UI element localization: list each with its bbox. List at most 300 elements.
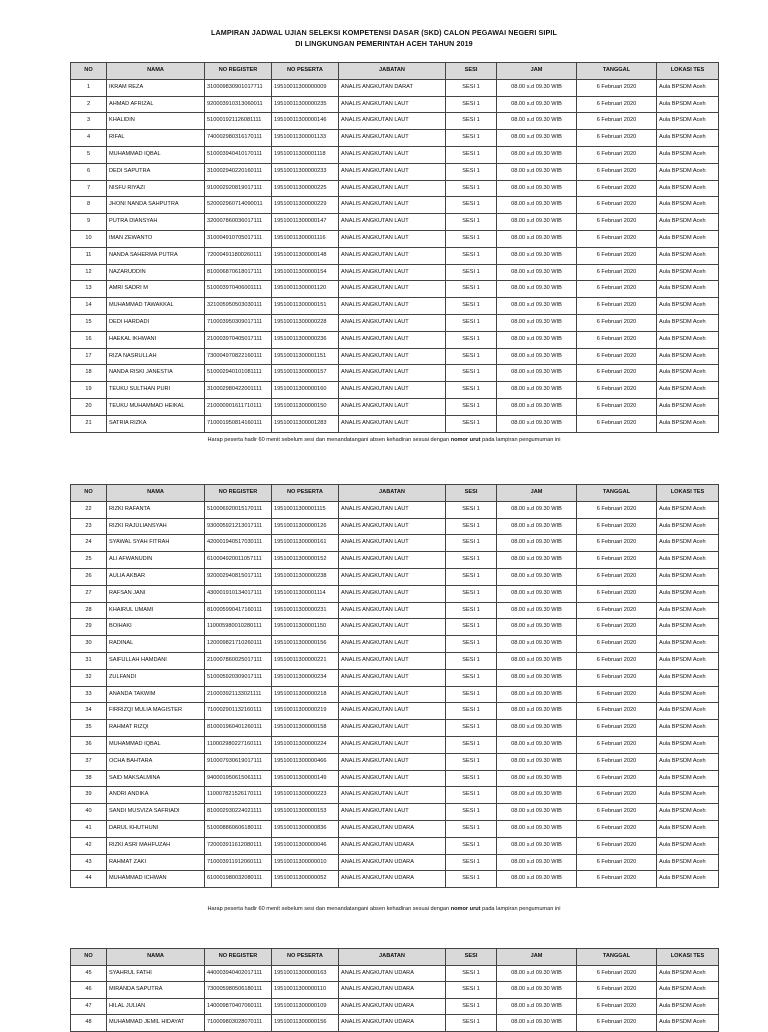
cell-sesi: SESI 1	[446, 636, 497, 653]
cell-lokasi-tes: Aula BPSDM Aceh	[657, 568, 719, 585]
cell-jam: 08.00 s.d 09.30 WIB	[497, 619, 577, 636]
header-no: NO	[71, 485, 107, 502]
cell-no: 5	[71, 146, 107, 163]
cell-no-register: 310004910705017111	[205, 230, 272, 247]
cell-no-peserta: 19510011300000228	[272, 314, 339, 331]
cell-sesi: SESI 1	[446, 998, 497, 1015]
cell-jabatan: ANALIS ANGKUTAN LAUT	[339, 669, 446, 686]
cell-no: 44	[71, 871, 107, 888]
cell-no: 42	[71, 837, 107, 854]
table-row	[71, 518, 719, 535]
cell-no: 10	[71, 230, 107, 247]
cell-jabatan: ANALIS ANGKUTAN LAUT	[339, 602, 446, 619]
cell-lokasi-tes: Aula BPSDM Aceh	[657, 382, 719, 399]
cell-sesi: SESI 1	[446, 130, 497, 147]
document-title	[0, 27, 768, 49]
cell-jabatan: ANALIS ANGKUTAN LAUT	[339, 264, 446, 281]
cell-jam: 08.00 s.d 09.30 WIB	[497, 163, 577, 180]
cell-tanggal: 6 Februari 2020	[577, 298, 657, 315]
cell-tanggal: 6 Februari 2020	[577, 854, 657, 871]
cell-no-register: 510005920309017111	[205, 669, 272, 686]
cell-nama: NANDA SAHERMA PUTRA	[107, 247, 205, 264]
table-row	[71, 619, 719, 636]
cell-no-peserta: 19510011300000236	[272, 331, 339, 348]
cell-sesi: SESI 1	[446, 753, 497, 770]
cell-no-peserta: 19510011300000466	[272, 753, 339, 770]
cell-sesi: SESI 1	[446, 820, 497, 837]
cell-jabatan: ANALIS ANGKUTAN LAUT	[339, 804, 446, 821]
cell-jabatan: ANALIS ANGKUTAN LAUT	[339, 652, 446, 669]
cell-no-register: 440003940402017111	[205, 965, 272, 982]
cell-nama: IMAN ZEWANTO	[107, 230, 205, 247]
cell-no-register: 720004911800260111	[205, 247, 272, 264]
cell-lokasi-tes: Aula BPSDM Aceh	[657, 247, 719, 264]
cell-jabatan: ANALIS ANGKUTAN LAUT	[339, 636, 446, 653]
cell-no-peserta: 19510011300000158	[272, 720, 339, 737]
cell-sesi: SESI 1	[446, 686, 497, 703]
cell-tanggal: 6 Februari 2020	[577, 770, 657, 787]
cell-jabatan: ANALIS ANGKUTAN LAUT	[339, 113, 446, 130]
cell-sesi: SESI 1	[446, 197, 497, 214]
header-no-register: NO REGISTER	[205, 949, 272, 966]
cell-jabatan: ANALIS ANGKUTAN UDARA	[339, 837, 446, 854]
cell-tanggal: 6 Februari 2020	[577, 518, 657, 535]
cell-no: 8	[71, 197, 107, 214]
cell-no-register: 110005980010280111	[205, 619, 272, 636]
cell-no-register: 920002940815017111	[205, 568, 272, 585]
cell-lokasi-tes: Aula BPSDM Aceh	[657, 331, 719, 348]
cell-jam: 08.00 s.d 09.30 WIB	[497, 686, 577, 703]
table-row	[71, 298, 719, 315]
cell-no-peserta: 19510011300000221	[272, 652, 339, 669]
cell-jam: 08.00 s.d 09.30 WIB	[497, 518, 577, 535]
cell-jabatan: ANALIS ANGKUTAN UDARA	[339, 820, 446, 837]
cell-nama: PUTRA DIANSYAH	[107, 214, 205, 231]
cell-nama: HAEKAL IKHWANI	[107, 331, 205, 348]
note-text: pada lampiran pengumuman ini	[480, 437, 561, 443]
table-row	[71, 736, 719, 753]
cell-jam: 08.00 s.d 09.30 WIB	[497, 854, 577, 871]
cell-no-peserta: 19510011300001118	[272, 146, 339, 163]
cell-lokasi-tes: Aula BPSDM Aceh	[657, 787, 719, 804]
cell-tanggal: 6 Februari 2020	[577, 264, 657, 281]
table-row	[71, 281, 719, 298]
cell-no: 28	[71, 602, 107, 619]
header-no-register: NO REGISTER	[205, 63, 272, 80]
cell-sesi: SESI 1	[446, 365, 497, 382]
cell-sesi: SESI 1	[446, 230, 497, 247]
cell-no-register: 510001921126081111	[205, 113, 272, 130]
cell-nama: RAHMAT RIZQI	[107, 720, 205, 737]
cell-nama: AULIA AKBAR	[107, 568, 205, 585]
table-row	[71, 787, 719, 804]
cell-sesi: SESI 1	[446, 331, 497, 348]
table-row	[71, 636, 719, 653]
table-row	[71, 314, 719, 331]
cell-nama: ZULFANDI	[107, 669, 205, 686]
note-emphasis: nomor urut	[450, 906, 481, 912]
cell-sesi: SESI 1	[446, 871, 497, 888]
cell-jam: 08.00 s.d 09.30 WIB	[497, 568, 577, 585]
cell-no-register: 210000901611710111	[205, 398, 272, 415]
cell-no-peserta: 19510011300000153	[272, 804, 339, 821]
cell-tanggal: 6 Februari 2020	[577, 348, 657, 365]
cell-no-register: 720003911612080111	[205, 837, 272, 854]
cell-nama: SANDI MUSVIZA SAFRIADI	[107, 804, 205, 821]
cell-jabatan: ANALIS ANGKUTAN LAUT	[339, 331, 446, 348]
cell-jabatan: ANALIS ANGKUTAN LAUT	[339, 703, 446, 720]
cell-no-peserta: 19510011300000110	[272, 982, 339, 999]
cell-tanggal: 6 Februari 2020	[577, 214, 657, 231]
table-row	[71, 568, 719, 585]
cell-jabatan: ANALIS ANGKUTAN LAUT	[339, 146, 446, 163]
cell-sesi: SESI 1	[446, 264, 497, 281]
cell-lokasi-tes: Aula BPSDM Aceh	[657, 365, 719, 382]
table-row	[71, 146, 719, 163]
cell-jam: 08.00 s.d 09.30 WIB	[497, 652, 577, 669]
cell-no-peserta: 19510011300000148	[272, 247, 339, 264]
cell-jam: 08.00 s.d 09.30 WIB	[497, 585, 577, 602]
table-row	[71, 130, 719, 147]
cell-no: 6	[71, 163, 107, 180]
cell-no: 27	[71, 585, 107, 602]
table-header-row	[71, 949, 719, 966]
cell-tanggal: 6 Februari 2020	[577, 602, 657, 619]
attendance-note-2	[0, 906, 768, 912]
cell-jam: 08.00 s.d 09.30 WIB	[497, 736, 577, 753]
cell-jabatan: ANALIS ANGKUTAN LAUT	[339, 686, 446, 703]
cell-no-register: 810001960401260111	[205, 720, 272, 737]
table-row	[71, 398, 719, 415]
cell-sesi: SESI 1	[446, 736, 497, 753]
cell-no: 35	[71, 720, 107, 737]
cell-no-register: 610004920011057111	[205, 552, 272, 569]
cell-no-peserta: 19510011300000009	[272, 79, 339, 96]
cell-nama: JHONI NANDA SAHPUTRA	[107, 197, 205, 214]
cell-nama: DEDI SAPUTRA	[107, 163, 205, 180]
table-header-row	[71, 63, 719, 80]
cell-no-peserta: 19510011300000238	[272, 568, 339, 585]
cell-jam: 08.00 s.d 09.30 WIB	[497, 753, 577, 770]
cell-lokasi-tes: Aula BPSDM Aceh	[657, 736, 719, 753]
cell-jabatan: ANALIS ANGKUTAN LAUT	[339, 281, 446, 298]
cell-no: 31	[71, 652, 107, 669]
cell-tanggal: 6 Februari 2020	[577, 535, 657, 552]
cell-jam: 08.00 s.d 09.30 WIB	[497, 669, 577, 686]
cell-lokasi-tes: Aula BPSDM Aceh	[657, 501, 719, 518]
cell-no: 16	[71, 331, 107, 348]
cell-no-register: 940001950615061111	[205, 770, 272, 787]
header-jabatan: JABATAN	[339, 63, 446, 80]
cell-lokasi-tes: Aula BPSDM Aceh	[657, 753, 719, 770]
cell-jam: 08.00 s.d 09.30 WIB	[497, 837, 577, 854]
cell-nama: RIZKI RAJULIANSYAH	[107, 518, 205, 535]
cell-sesi: SESI 1	[446, 703, 497, 720]
cell-tanggal: 6 Februari 2020	[577, 753, 657, 770]
cell-no: 26	[71, 568, 107, 585]
cell-lokasi-tes: Aula BPSDM Aceh	[657, 652, 719, 669]
cell-nama: OCHA BAHTARA	[107, 753, 205, 770]
cell-lokasi-tes: Aula BPSDM Aceh	[657, 982, 719, 999]
cell-no-register: 110007821526170111	[205, 787, 272, 804]
table-row	[71, 686, 719, 703]
cell-jabatan: ANALIS ANGKUTAN UDARA	[339, 854, 446, 871]
cell-tanggal: 6 Februari 2020	[577, 686, 657, 703]
table-row	[71, 998, 719, 1015]
table-row	[71, 965, 719, 982]
cell-lokasi-tes: Aula BPSDM Aceh	[657, 415, 719, 432]
cell-no: 33	[71, 686, 107, 703]
cell-nama: MUHAMMAD ICHWAN	[107, 871, 205, 888]
cell-lokasi-tes: Aula BPSDM Aceh	[657, 113, 719, 130]
cell-no-peserta: 19510011300001150	[272, 619, 339, 636]
cell-no: 19	[71, 382, 107, 399]
cell-jam: 08.00 s.d 09.30 WIB	[497, 214, 577, 231]
table-row	[71, 365, 719, 382]
cell-nama: SATRIA RIZKA	[107, 415, 205, 432]
cell-nama: NANDA RISKI JANESTIA	[107, 365, 205, 382]
table-row	[71, 264, 719, 281]
cell-tanggal: 6 Februari 2020	[577, 230, 657, 247]
cell-jabatan: ANALIS ANGKUTAN UDARA	[339, 982, 446, 999]
cell-jam: 08.00 s.d 09.30 WIB	[497, 602, 577, 619]
cell-tanggal: 6 Februari 2020	[577, 314, 657, 331]
table-row	[71, 180, 719, 197]
cell-jam: 08.00 s.d 09.30 WIB	[497, 398, 577, 415]
header-sesi: SESI	[446, 949, 497, 966]
cell-jam: 08.00 s.d 09.30 WIB	[497, 820, 577, 837]
cell-tanggal: 6 Februari 2020	[577, 398, 657, 415]
cell-no-register: 740002980316170111	[205, 130, 272, 147]
cell-nama: ALI AFWANUDIN	[107, 552, 205, 569]
cell-no-register: 730004970822160111	[205, 348, 272, 365]
header-sesi: SESI	[446, 63, 497, 80]
cell-lokasi-tes: Aula BPSDM Aceh	[657, 398, 719, 415]
cell-lokasi-tes: Aula BPSDM Aceh	[657, 146, 719, 163]
cell-jabatan: ANALIS ANGKUTAN LAUT	[339, 585, 446, 602]
cell-lokasi-tes: Aula BPSDM Aceh	[657, 636, 719, 653]
cell-nama: RAHMAT ZAKI	[107, 854, 205, 871]
table-row	[71, 535, 719, 552]
cell-sesi: SESI 1	[446, 281, 497, 298]
cell-no: 17	[71, 348, 107, 365]
header-lokasi-tes: LOKASI TES	[657, 485, 719, 502]
cell-no: 38	[71, 770, 107, 787]
cell-tanggal: 6 Februari 2020	[577, 130, 657, 147]
cell-jam: 08.00 s.d 09.30 WIB	[497, 720, 577, 737]
cell-nama: RIFAL	[107, 130, 205, 147]
cell-jabatan: ANALIS ANGKUTAN LAUT	[339, 298, 446, 315]
cell-tanggal: 6 Februari 2020	[577, 146, 657, 163]
cell-tanggal: 6 Februari 2020	[577, 247, 657, 264]
cell-sesi: SESI 1	[446, 96, 497, 113]
cell-jam: 08.00 s.d 09.30 WIB	[497, 331, 577, 348]
cell-nama: ANANDA TAKWIM	[107, 686, 205, 703]
cell-nama: KHALIDIN	[107, 113, 205, 130]
cell-no: 25	[71, 552, 107, 569]
cell-nama: FIRRIZQI MULIA MAGISTER	[107, 703, 205, 720]
header-no-peserta: NO PESERTA	[272, 485, 339, 502]
cell-sesi: SESI 1	[446, 669, 497, 686]
note-emphasis: nomor urut	[450, 437, 481, 443]
table-row	[71, 501, 719, 518]
cell-no-peserta: 19510011300000146	[272, 113, 339, 130]
table-row	[71, 552, 719, 569]
cell-lokasi-tes: Aula BPSDM Aceh	[657, 348, 719, 365]
cell-nama: SYAHRUL FATHI	[107, 965, 205, 982]
header-no: NO	[71, 949, 107, 966]
cell-nama: MUHAMMAD IQBAL	[107, 736, 205, 753]
cell-nama: MUHAMMAD IQBAL	[107, 146, 205, 163]
cell-jabatan: ANALIS ANGKUTAN UDARA	[339, 1015, 446, 1032]
cell-jabatan: ANALIS ANGKUTAN LAUT	[339, 535, 446, 552]
cell-lokasi-tes: Aula BPSDM Aceh	[657, 854, 719, 871]
cell-nama: MUHAMMAD TAWAKKAL	[107, 298, 205, 315]
cell-lokasi-tes: Aula BPSDM Aceh	[657, 1015, 719, 1032]
cell-no-peserta: 19510011300000154	[272, 264, 339, 281]
cell-sesi: SESI 1	[446, 602, 497, 619]
cell-sesi: SESI 1	[446, 79, 497, 96]
table-row	[71, 854, 719, 871]
cell-tanggal: 6 Februari 2020	[577, 703, 657, 720]
cell-sesi: SESI 1	[446, 298, 497, 315]
cell-no: 22	[71, 501, 107, 518]
cell-no-register: 520002960714090011	[205, 197, 272, 214]
header-jam: JAM	[497, 485, 577, 502]
table-row	[71, 820, 719, 837]
cell-no-register: 710001950814160111	[205, 415, 272, 432]
cell-lokasi-tes: Aula BPSDM Aceh	[657, 79, 719, 96]
cell-jabatan: ANALIS ANGKUTAN LAUT	[339, 720, 446, 737]
cell-tanggal: 6 Februari 2020	[577, 113, 657, 130]
cell-lokasi-tes: Aula BPSDM Aceh	[657, 130, 719, 147]
cell-no-peserta: 19510011300000156	[272, 1015, 339, 1032]
cell-no: 11	[71, 247, 107, 264]
table-row	[71, 163, 719, 180]
cell-no-register: 430001910134017111	[205, 585, 272, 602]
cell-nama: TEUKU MUHAMMAD HEIKAL	[107, 398, 205, 415]
cell-tanggal: 6 Februari 2020	[577, 79, 657, 96]
cell-nama: BOIHAKI	[107, 619, 205, 636]
cell-jam: 08.00 s.d 09.30 WIB	[497, 79, 577, 96]
cell-tanggal: 6 Februari 2020	[577, 720, 657, 737]
cell-jabatan: ANALIS ANGKUTAN LAUT	[339, 568, 446, 585]
cell-no-peserta: 19510011300000147	[272, 214, 339, 231]
cell-no-register: 510008860606180111	[205, 820, 272, 837]
cell-no: 29	[71, 619, 107, 636]
cell-nama: MUHAMMAD JEMIL HIDAYAT	[107, 1015, 205, 1032]
cell-lokasi-tes: Aula BPSDM Aceh	[657, 770, 719, 787]
cell-no: 43	[71, 854, 107, 871]
cell-sesi: SESI 1	[446, 518, 497, 535]
schedule-table-3	[70, 948, 719, 1032]
cell-no-register: 310002940220160111	[205, 163, 272, 180]
cell-no-peserta: 19510011300000109	[272, 998, 339, 1015]
cell-no-peserta: 19510011300000229	[272, 197, 339, 214]
cell-lokasi-tes: Aula BPSDM Aceh	[657, 281, 719, 298]
cell-jam: 08.00 s.d 09.30 WIB	[497, 535, 577, 552]
cell-no-peserta: 19510011300000150	[272, 398, 339, 415]
table-row	[71, 415, 719, 432]
cell-tanggal: 6 Februari 2020	[577, 568, 657, 585]
cell-tanggal: 6 Februari 2020	[577, 669, 657, 686]
cell-lokasi-tes: Aula BPSDM Aceh	[657, 214, 719, 231]
cell-no-peserta: 19510011300000219	[272, 703, 339, 720]
cell-no-register: 920003910313060011	[205, 96, 272, 113]
cell-sesi: SESI 1	[446, 382, 497, 399]
cell-no-register: 930005921213017111	[205, 518, 272, 535]
table-row	[71, 602, 719, 619]
cell-tanggal: 6 Februari 2020	[577, 415, 657, 432]
cell-no-peserta: 19510011300001116	[272, 230, 339, 247]
header-lokasi-tes: LOKASI TES	[657, 63, 719, 80]
cell-no-peserta: 19510011300000052	[272, 871, 339, 888]
table-row	[71, 331, 719, 348]
cell-jabatan: ANALIS ANGKUTAN LAUT	[339, 736, 446, 753]
cell-no-peserta: 19510011300000233	[272, 163, 339, 180]
note-text: Harap peserta hadir 60 menit sebelum sesi dan menandatangani absen kehadiran sesuai dengan	[207, 906, 451, 912]
cell-lokasi-tes: Aula BPSDM Aceh	[657, 837, 719, 854]
cell-no-register: 710009803028070111	[205, 1015, 272, 1032]
cell-jam: 08.00 s.d 09.30 WIB	[497, 998, 577, 1015]
cell-tanggal: 6 Februari 2020	[577, 96, 657, 113]
cell-tanggal: 6 Februari 2020	[577, 982, 657, 999]
table-row	[71, 197, 719, 214]
schedule-table-2	[70, 484, 719, 888]
cell-no: 36	[71, 736, 107, 753]
cell-jam: 08.00 s.d 09.30 WIB	[497, 871, 577, 888]
cell-sesi: SESI 1	[446, 214, 497, 231]
cell-no-peserta: 19510011300000152	[272, 552, 339, 569]
cell-nama: DARUL KHUTHUNI	[107, 820, 205, 837]
table-row	[71, 585, 719, 602]
cell-jam: 08.00 s.d 09.30 WIB	[497, 770, 577, 787]
cell-lokasi-tes: Aula BPSDM Aceh	[657, 871, 719, 888]
header-no-peserta: NO PESERTA	[272, 949, 339, 966]
cell-nama: RIZKI ASRI MAHFUZAH	[107, 837, 205, 854]
header-tanggal: TANGGAL	[577, 63, 657, 80]
cell-lokasi-tes: Aula BPSDM Aceh	[657, 669, 719, 686]
cell-no-peserta: 19510011300000160	[272, 382, 339, 399]
cell-lokasi-tes: Aula BPSDM Aceh	[657, 619, 719, 636]
cell-nama: SAID MAKSALMINA	[107, 770, 205, 787]
cell-lokasi-tes: Aula BPSDM Aceh	[657, 518, 719, 535]
cell-jam: 08.00 s.d 09.30 WIB	[497, 636, 577, 653]
cell-jabatan: ANALIS ANGKUTAN LAUT	[339, 163, 446, 180]
cell-jam: 08.00 s.d 09.30 WIB	[497, 298, 577, 315]
cell-lokasi-tes: Aula BPSDM Aceh	[657, 314, 719, 331]
cell-no: 45	[71, 965, 107, 982]
cell-nama: RADINAL	[107, 636, 205, 653]
cell-tanggal: 6 Februari 2020	[577, 837, 657, 854]
cell-no: 2	[71, 96, 107, 113]
cell-sesi: SESI 1	[446, 1015, 497, 1032]
cell-tanggal: 6 Februari 2020	[577, 787, 657, 804]
cell-no: 47	[71, 998, 107, 1015]
cell-no: 46	[71, 982, 107, 999]
cell-no-peserta: 19510011300000046	[272, 837, 339, 854]
cell-sesi: SESI 1	[446, 652, 497, 669]
cell-sesi: SESI 1	[446, 146, 497, 163]
cell-no: 39	[71, 787, 107, 804]
cell-jam: 08.00 s.d 09.30 WIB	[497, 348, 577, 365]
cell-jabatan: ANALIS ANGKUTAN LAUT	[339, 365, 446, 382]
cell-jabatan: ANALIS ANGKUTAN LAUT	[339, 787, 446, 804]
table-row	[71, 703, 719, 720]
cell-no: 23	[71, 518, 107, 535]
table-row	[71, 1015, 719, 1032]
cell-jam: 08.00 s.d 09.30 WIB	[497, 415, 577, 432]
